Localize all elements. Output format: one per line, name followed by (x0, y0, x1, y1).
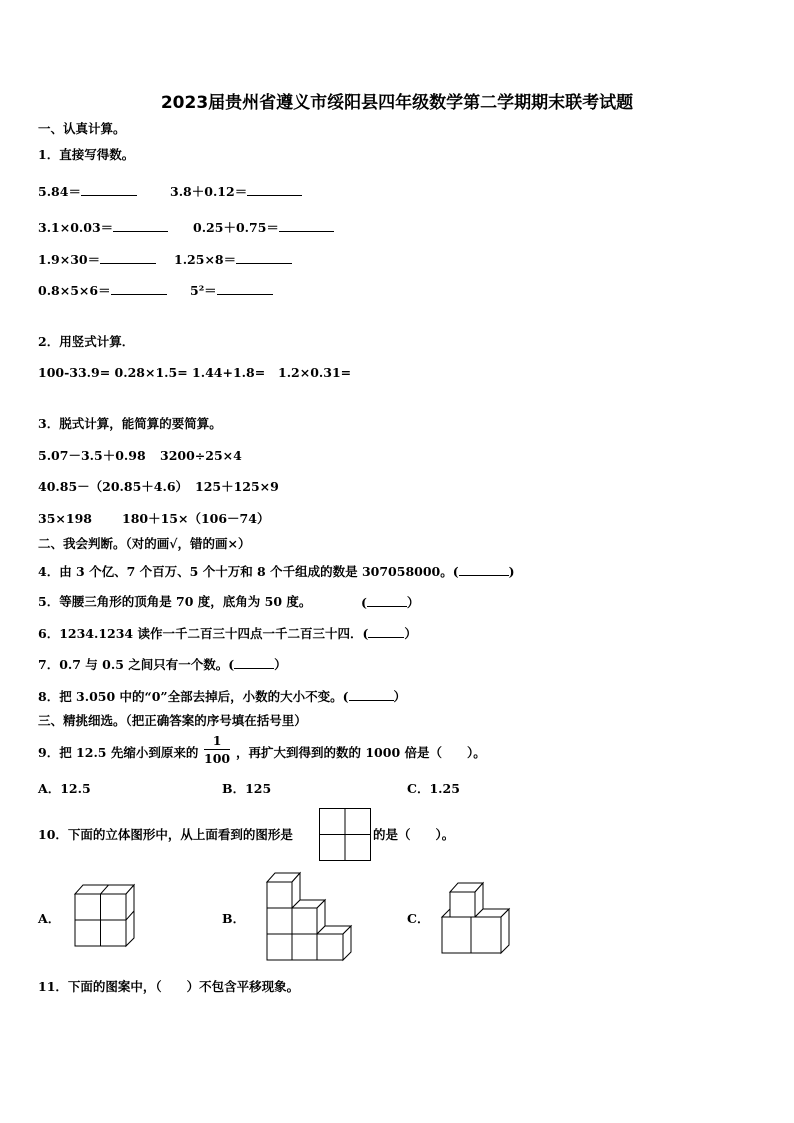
q1-item: 1.25×8＝ (174, 251, 292, 268)
answer-blank[interactable] (100, 251, 156, 264)
q3-item: 5.07－3.5＋0.98 (38, 448, 146, 463)
q1-item: 5²＝ (190, 282, 273, 299)
q1-item: 1.9×30＝ (38, 251, 156, 268)
page-title: 2023届贵州省遵义市绥阳县四年级数学第二学期期末联考试题 (160, 93, 634, 113)
q9-option-a[interactable]: A．12.5 (38, 781, 91, 796)
answer-blank[interactable] (349, 688, 394, 701)
q3-item: 40.85－（20.85＋4.6） (38, 479, 189, 494)
answer-blank[interactable] (236, 251, 292, 264)
q1-item: 3.8＋0.12＝ (170, 183, 302, 200)
q10-option-c[interactable]: C． (407, 911, 430, 926)
q1-item: 3.1×0.03＝ (38, 219, 168, 236)
question-10-text: 10．下面的立体图形中，从上面看到的图形是 (38, 827, 293, 842)
answer-blank[interactable] (459, 563, 509, 576)
q3-item: 125＋125×9 (195, 479, 279, 494)
answer-blank[interactable] (234, 656, 274, 669)
section-3-heading: 三、精挑细选。（把正确答案的序号填在括号里） (38, 713, 307, 728)
answer-blank[interactable] (368, 625, 404, 638)
q3-item: 35×198 (38, 511, 92, 526)
answer-blank[interactable] (247, 183, 302, 196)
q1-item: 5.84＝ (38, 183, 137, 200)
fraction-numerator: 1 (212, 733, 222, 748)
answer-blank[interactable] (279, 219, 334, 232)
question-9-text-after: ，再扩大到得到的数的 1000 倍是（ ）。 (236, 745, 486, 760)
answer-blank[interactable] (113, 219, 168, 232)
answer-blank[interactable] (111, 282, 167, 295)
q3-item: 180＋15×（106－74） (122, 511, 270, 526)
question-4: 4．由 3 个亿、7 个百万、5 个十万和 8 个千组成的数是 307058000。( ) (38, 564, 515, 579)
question-5: 5．等腰三角形的顶角是 70 度，底角为 50 度。 (38, 594, 312, 609)
q3-item: 3200÷25×4 (160, 448, 242, 463)
q9-option-b[interactable]: B．125 (222, 781, 272, 796)
question-10-text-after: 的是（ ）。 (373, 827, 455, 842)
question-9-text: 9．把 12.5 先缩小到原来的 (38, 745, 199, 760)
answer-blank[interactable] (367, 594, 407, 607)
top-view-grid-figure (319, 808, 371, 862)
q1-item: 0.8×5×6＝ (38, 282, 167, 299)
answer-blank[interactable] (81, 183, 137, 196)
question-3-label: 3．脱式计算，能简算的要简算。 (38, 416, 222, 431)
q10-option-a[interactable]: A． (38, 911, 61, 926)
question-1-label: 1．直接写得数。 (38, 147, 135, 162)
q9-option-c[interactable]: C．1.25 (407, 781, 460, 796)
cube-figure-a[interactable] (74, 883, 136, 949)
section-1-heading: 一、认真计算。 (38, 121, 126, 136)
q1-item: 0.25＋0.75＝ (193, 219, 334, 236)
question-6: 6．1234.1234 读作一千二百三十四点一千二百三十四．( ） (38, 626, 417, 641)
fraction-bar (204, 749, 230, 750)
question-2-label: 2．用竖式计算． (38, 334, 135, 349)
cube-figure-b[interactable] (266, 871, 352, 963)
cube-figure-c[interactable] (441, 881, 511, 955)
question-11: 11．下面的图案中，（ ）不包含平移现象。 (38, 979, 300, 994)
q10-option-b[interactable]: B． (222, 911, 246, 926)
question-7: 7．0.7 与 0.5 之间只有一个数。( ） (38, 657, 287, 672)
q2-item: 100-33.9= 0.28×1.5= 1.44+1.8= (38, 365, 266, 380)
fraction-denominator: 100 (204, 751, 231, 766)
fraction (204, 733, 230, 766)
answer-blank[interactable] (217, 282, 273, 295)
question-5-answer: ( ） (361, 595, 420, 610)
section-2-heading: 二、我会判断。（对的画√，错的画×） (38, 536, 251, 551)
q2-item: 1.2×0.31= (278, 365, 352, 380)
question-8: 8．把 3.050 中的“0”全部去掉后，小数的大小不变。( ） (38, 689, 407, 704)
